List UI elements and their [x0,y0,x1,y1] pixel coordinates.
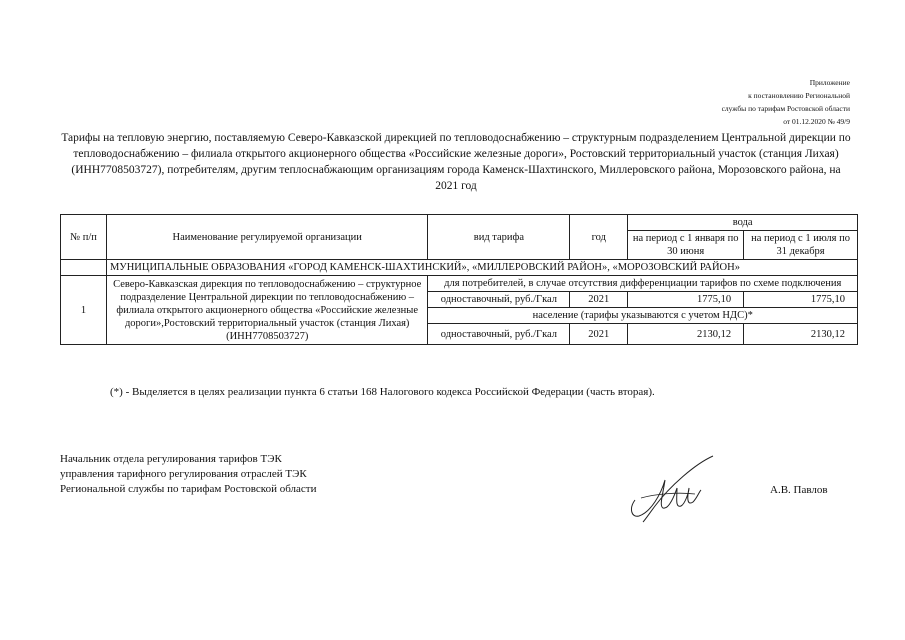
signer-block [60,452,317,497]
row-group-2: население (тарифы указываются с учетом НДС)* [428,308,858,324]
row-year-2: 2021 [570,324,628,345]
tariff-table [60,214,858,345]
signer-name: А.В. Павлов [770,484,828,496]
section-spacer [61,260,107,276]
row-group-1: для потребителей, в случае отсутствия дифференциации тарифов по схеме подключения [428,276,858,292]
appendix-line-1: Приложение [809,78,850,87]
header-period-2: на период с 1 июля по 31 декабря [744,231,858,260]
signer-line-1: Начальник отдела регулирования тарифов ТЭК [60,453,282,465]
row-type-1: одноставочный, руб./Гкал [428,292,570,308]
row-value-1a: 1775,10 [628,292,744,308]
row-value-2b: 2130,12 [744,324,858,345]
header-row-1 [61,215,858,231]
row-num: 1 [61,276,107,345]
row-value-2a: 2130,12 [628,324,744,345]
header-year: год [570,215,628,260]
header-tariff-type: вид тарифа [428,215,570,260]
section-row [61,260,858,276]
appendix-line-4: от 01.12.2020 № 49/9 [783,117,850,126]
appendix-line-3: службы по тарифам Ростовской области [721,104,850,113]
header-org: Наименование регулируемой организации [106,215,428,260]
document-title: Тарифы на тепловую энергию, поставляемую Северо-Кавказской дирекцией по тепловодоснабжению – структурным подразделением Центральной дирекции по тепловодоснабжению – филиала открытого акционерного общества «Российские железные дороги», Ростовский территориальный участок (станция Лихая) (ИНН7708503727), потребителям, другим теплоснабжающим организациям города Каменск-Шахтинского, Миллеровского района, Морозовского района, на 2021 год [61,132,851,192]
header-water: вода [628,215,858,231]
row-type-2: одноставочный, руб./Гкал [428,324,570,345]
signer-line-3: Региональной службы по тарифам Ростовской области [60,483,317,495]
header-period-1: на период с 1 января по 30 июня [628,231,744,260]
row-value-1b: 1775,10 [744,292,858,308]
signer-line-2: управления тарифного регулирования отраслей ТЭК [60,468,307,480]
section-title: МУНИЦИПАЛЬНЫЕ ОБРАЗОВАНИЯ «ГОРОД КАМЕНСК-ШАХТИНСКИЙ», «МИЛЛЕРОВСКИЙ РАЙОН», «МОРОЗОВСКИЙ РАЙОН» [106,260,857,276]
table-row [61,276,858,292]
header-num: № п/п [61,215,107,260]
footnote: (*) - Выделяется в целях реализации пункта 6 статьи 168 Налогового кодекса Российской Федерации (часть вторая). [110,386,655,398]
signature-image [625,450,720,530]
appendix-line-2: к постановлению Региональной [748,91,850,100]
row-year-1: 2021 [570,292,628,308]
appendix-block [722,76,850,128]
row-org: Северо-Кавказская дирекция по тепловодоснабжению – структурное подразделение Центральной дирекции по тепловодоснабжению – филиала открытого акционерного общества «Российские железные дороги»,Ростовский территориальный участок (станция Лихая) (ИНН7708503727) [106,276,428,345]
